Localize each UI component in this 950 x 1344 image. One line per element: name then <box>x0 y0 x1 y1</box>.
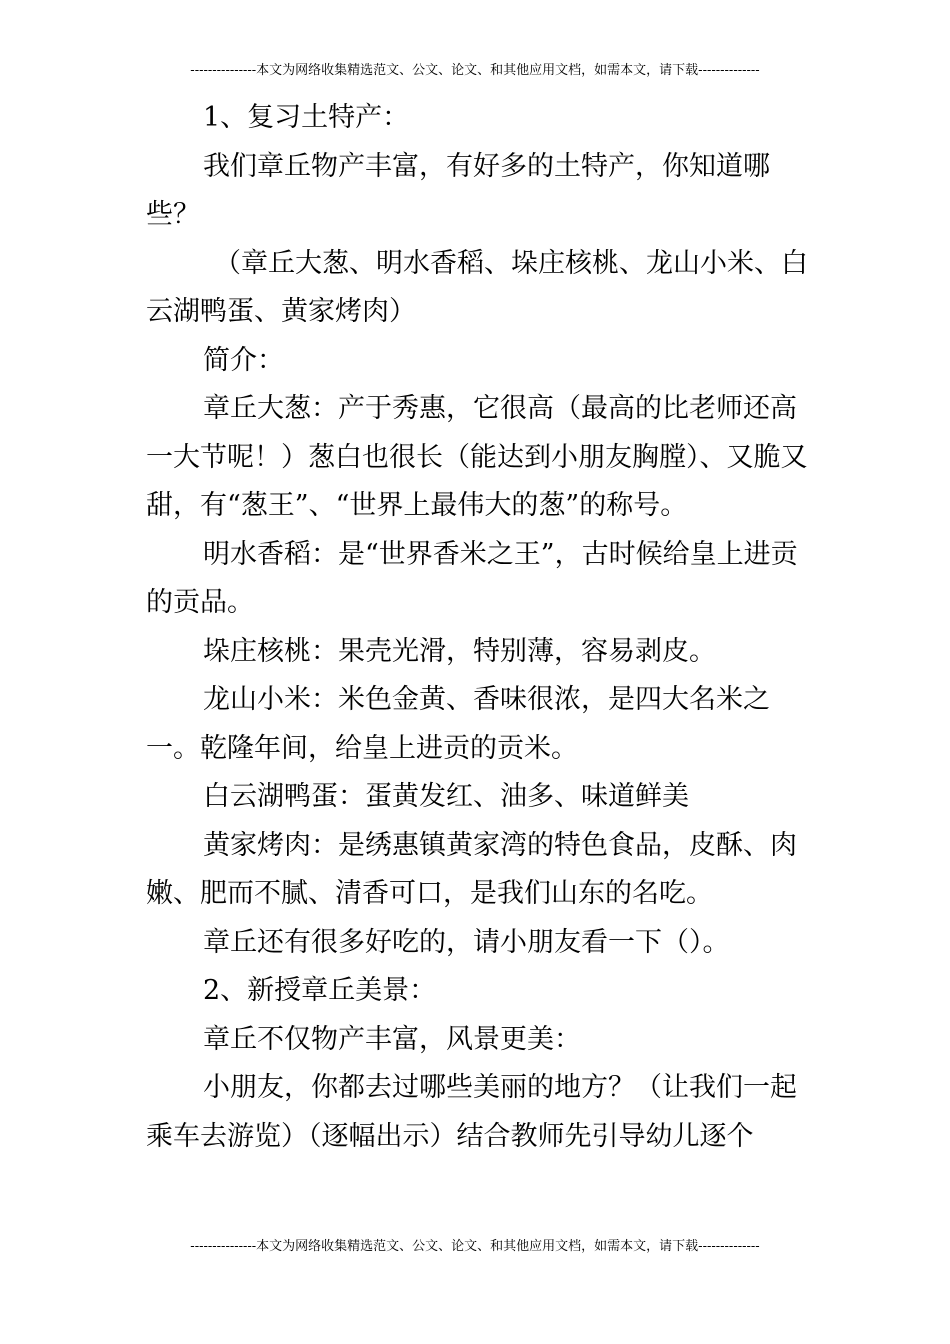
document-body <box>146 94 810 1161</box>
page-footer: ---------------本文为网络收集精选范文、公文、论文、和其他应用文档，如需本文，请下载-------------- <box>190 1239 760 1254</box>
paragraph-product-list: （章丘大葱、明水香稻、垛庄核桃、龙山小米、白云湖鸭蛋、黄家烤肉） <box>146 247 808 327</box>
paragraph-rice: 明水香稻：是“世界香米之王”，古时候给皇上进贡的贡品。 <box>146 538 798 618</box>
paragraph-walnut: 垛庄核桃：果壳光滑，特别薄，容易剥皮。 <box>203 635 716 667</box>
paragraph-review-heading: 1、复习土特产： <box>203 102 410 133</box>
paragraph-more-food: 章丘还有很多好吃的，请小朋友看一下（）。 <box>203 926 730 958</box>
paragraph-scenery-intro: 章丘不仅物产丰富，风景更美： <box>203 1023 581 1055</box>
paragraph-question: 我们章丘物产丰富，有好多的土特产，你知道哪些？ <box>146 150 770 230</box>
page-header: ---------------本文为网络收集精选范文、公文、论文、和其他应用文档，如需本文，请下载-------------- <box>190 63 760 78</box>
paragraph-roast-meat: 黄家烤肉：是绣惠镇黄家湾的特色食品，皮酥、肉嫩、肥而不腻、清香可口，是我们山东的名吃。 <box>146 829 797 909</box>
paragraph-scenery-question: 小朋友，你都去过哪些美丽的地方？（让我们一起乘车去游览）（逐幅出示）结合教师先引导幼儿逐个 <box>146 1072 797 1152</box>
paragraph-scenery-heading: 2、新授章丘美景： <box>203 975 437 1006</box>
paragraph-millet: 龙山小米：米色金黄、香味很浓，是四大名米之一。乾隆年间，给皇上进贡的贡米。 <box>146 684 770 764</box>
paragraph-intro-label: 简介： <box>203 344 284 376</box>
paragraph-duck-egg: 白云湖鸭蛋：蛋黄发红、油多、味道鲜美 <box>203 781 689 812</box>
paragraph-scallion: 章丘大葱：产于秀惠，它很高（最高的比老师还高一大节呢！）葱白也很长（能达到小朋友胸膛）、又脆又甜，有“葱王”、“世界上最伟大的葱”的称号。 <box>146 393 808 521</box>
